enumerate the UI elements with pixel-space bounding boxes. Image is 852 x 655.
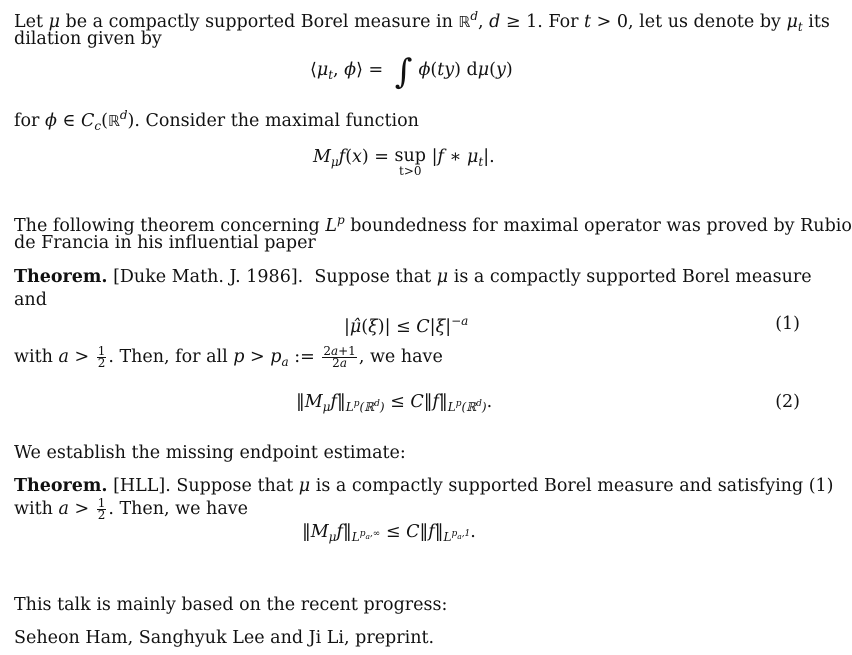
paragraph-intro-line1: Let μ be a compactly supported Borel measure in ℝ$^d$, d ≥ 1. For t > 0, let us denote by $\mu_t$ its	[14, 9, 830, 34]
theorem-2-label: Theorem.	[14, 476, 108, 496]
equation-dilation: $⟨\mu_t$, ϕ⟩ = ∫ ϕ(ty) dμ(y)	[310, 52, 513, 92]
paragraph-intro-line2: dilation given by	[14, 29, 162, 49]
paragraph-talk-basis: This talk is mainly based on the recent progress:	[14, 595, 448, 615]
equation-number-2: (2)	[775, 392, 800, 412]
paragraph-test-functions: for ϕ ∈ $C_c(ℝ^d)$. Consider the maximal function	[14, 108, 419, 133]
theorem-2-line2: with a > $\frac{1}{2}$ . Then, we have	[14, 496, 248, 522]
paragraph-endpoint: We establish the missing endpoint estimate:	[14, 443, 406, 463]
paragraph-authors: Seheon Ham, Sanghyuk Lee and Ji Li, preprint.	[14, 628, 435, 648]
equation-fourier-decay: |μ̂(ξ)| ≤ $C|\xi|^{-a}$	[344, 314, 469, 337]
equation-number-1: (1)	[775, 314, 800, 334]
theorem-1-label: Theorem.	[14, 267, 108, 287]
paragraph-rubio-line1: The following theorem concerning $L^p$ boundedness for maximal operator was proved by Rubio	[14, 213, 852, 236]
equation-lp-bound: $‖M_\mu f‖_{L^p(ℝ^d)}$ ≤ $C‖f‖_{L^p(ℝ^d)}$.	[296, 392, 493, 414]
theorem-1-line1: Theorem. [Duke Math. J. 1986]. Suppose that μ is a compactly supported Borel measure	[14, 267, 812, 287]
theorem-1-line3: with a > $\frac{1}{2}$ . Then, for all $p > p_a$ := $\frac{2a+1}{2a}$ , we have	[14, 344, 443, 370]
paragraph-rubio-line2: de Francia in his influential paper	[14, 233, 316, 253]
equation-maximal-function: $M_\mu f(x)$ = sup t>0 |f ∗ $\mu_t|$.	[313, 146, 495, 178]
theorem-1-line2: and	[14, 290, 47, 310]
equation-endpoint-bound: $‖M_\mu f‖_{L^{p_a,\infty}}$ ≤ $C‖f‖_{L^{p_a,1}}$.	[302, 522, 476, 544]
theorem-2-line1: Theorem. [HLL]. Suppose that μ is a compactly supported Borel measure and satisfying (1)	[14, 476, 834, 496]
